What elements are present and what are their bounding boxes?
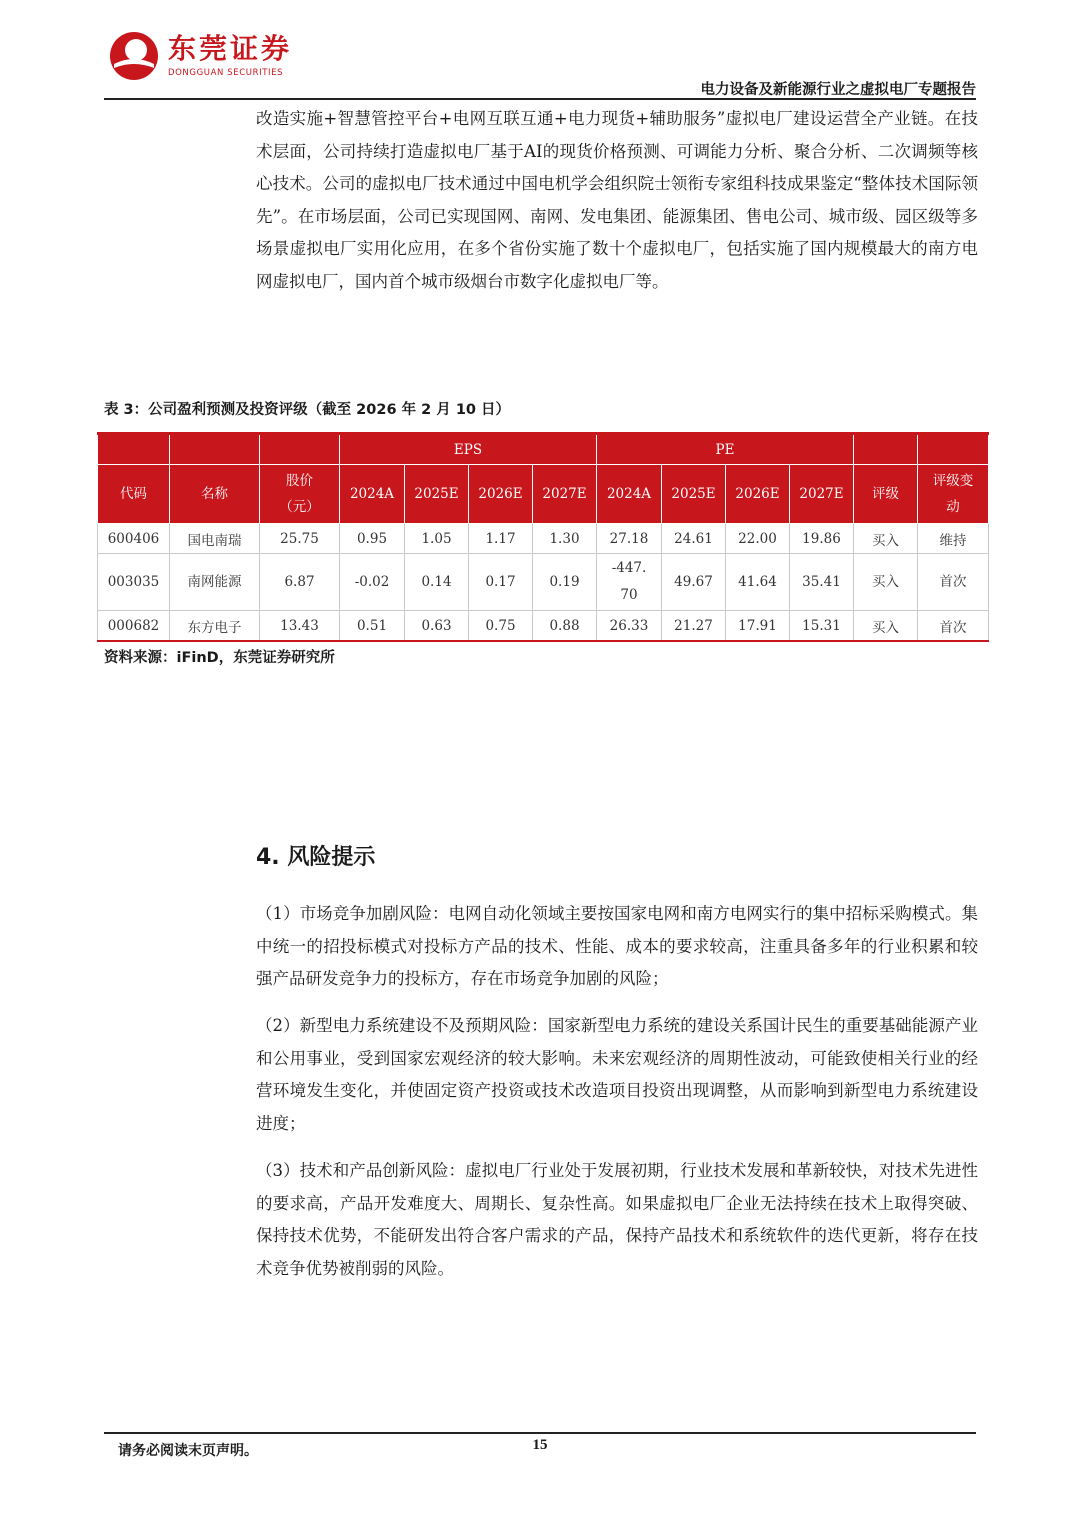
cell-eps: 0.88 — [533, 611, 597, 642]
earnings-forecast-table — [97, 432, 989, 642]
col-header-pe-year: 2024A — [597, 465, 662, 524]
footer-disclaimer: 请务必阅读末页声明。 — [118, 1443, 258, 1459]
risk-paragraph: （2）新型电力系统建设不及预期风险：国家新型电力系统的建设关系国计民生的重要基础能源产业和公用事业，受到国家宏观经济的较大影响。未来宏观经济的周期性波动，可能致使相关行业的经营环境发生变化，并使固定资产投资或技术改造项目投资出现调整，从而影响到新型电力系统建设进度； — [256, 1016, 978, 1133]
cell-name: 东方电子 — [170, 611, 260, 642]
col-header-pe-year: 2026E — [726, 465, 790, 524]
header-empty-cell — [854, 434, 918, 465]
header-divider — [104, 98, 976, 100]
cell-code: 600406 — [98, 524, 170, 554]
col-header-eps-year: 2024A — [340, 465, 405, 524]
intro-paragraph: 改造实施+智慧管控平台+电网互联互通+电力现货+辅助服务”虚拟电厂建设运营全产业链。在技术层面，公司持续打造虚拟电厂基于AI的现货价格预测、可调能力分析、聚合分析、二次调频等核心技术。公司的虚拟电厂技术通过中国电机学会组织院士领衔专家组科技成果鉴定“整体技术国际领先”。在市场层面，公司已实现国网、南网、发电集团、能源集团、售电公司、城市级、园区级等多场景虚拟电厂实用化应用，在多个省份实施了数十个虚拟电厂，包括实施了国内规模最大的南方电网虚拟电厂，国内首个城市级烟台市数字化虚拟电厂等。 — [256, 109, 978, 291]
cell-eps: 0.14 — [405, 554, 469, 611]
cell-pe: 49.67 — [662, 554, 726, 611]
header-empty-cell — [170, 434, 260, 465]
cell-price: 13.43 — [260, 611, 340, 642]
cell-pe: 41.64 — [726, 554, 790, 611]
cell-eps: 0.75 — [469, 611, 533, 642]
cell-pe: -447.70 — [597, 554, 662, 611]
risk-paragraph: （3）技术和产品创新风险：虚拟电厂行业处于发展初期，行业技术发展和革新较快，对技术先进性的要求高，产品开发难度大、周期长、复杂性高。如果虚拟电厂企业无法持续在技术上取得突破、保持技术优势，不能研发出符合客户需求的产品，保持产品技术和系统软件的迭代更新，将存在技术竞争优势被削弱的风险。 — [256, 1161, 978, 1278]
cell-pe: 17.91 — [726, 611, 790, 642]
report-title: 电力设备及新能源行业之虚拟电厂专题报告 — [700, 82, 976, 98]
cell-eps: 1.05 — [405, 524, 469, 554]
col-header-price: 股价（元） — [260, 465, 340, 524]
cell-rating-change: 维持 — [918, 524, 989, 554]
cell-eps: -0.02 — [340, 554, 405, 611]
cell-rating: 买入 — [854, 611, 918, 642]
cell-eps: 0.51 — [340, 611, 405, 642]
header-empty-cell — [98, 434, 170, 465]
company-logo — [108, 30, 292, 82]
cell-pe: 24.61 — [662, 524, 726, 554]
header-empty-cell — [260, 434, 340, 465]
cell-price: 25.75 — [260, 524, 340, 554]
table-row — [98, 524, 989, 554]
cell-pe: 27.18 — [597, 524, 662, 554]
cell-price: 6.87 — [260, 554, 340, 611]
logo-chinese-name: 东莞证券 — [168, 32, 293, 65]
risk-paragraph: （1）市场竞争加剧风险：电网自动化领域主要按国家电网和南方电网实行的集中招标采购模式。集中统一的招投标模式对投标方产品的技术、性能、成本的要求较高，注重具备多年的行业积累和较强产品研发竞争力的投标方，存在市场竞争加剧的风险； — [256, 904, 978, 988]
table-row — [98, 611, 989, 642]
cell-pe: 26.33 — [597, 611, 662, 642]
footer-divider — [104, 1432, 976, 1434]
dongguan-logo-icon — [108, 30, 160, 82]
table-caption: 表 3：公司盈利预测及投资评级（截至 2026 年 2 月 10 日） — [104, 402, 511, 418]
table-source-note: 资料来源：iFinD，东莞证券研究所 — [104, 650, 335, 666]
cell-rating: 买入 — [854, 524, 918, 554]
cell-code: 003035 — [98, 554, 170, 611]
cell-eps: 0.63 — [405, 611, 469, 642]
col-header-code: 代码 — [98, 465, 170, 524]
cell-pe: 21.27 — [662, 611, 726, 642]
cell-code: 000682 — [98, 611, 170, 642]
col-header-rating: 评级 — [854, 465, 918, 524]
section-heading-risk: 4. 风险提示 — [256, 845, 376, 870]
cell-eps: 0.95 — [340, 524, 405, 554]
cell-pe: 19.86 — [790, 524, 854, 554]
pe-group-header: PE — [597, 434, 854, 465]
col-header-pe-year: 2027E — [790, 465, 854, 524]
cell-pe: 22.00 — [726, 524, 790, 554]
col-header-pe-year: 2025E — [662, 465, 726, 524]
cell-rating-change: 首次 — [918, 611, 989, 642]
page-number: 15 — [532, 1437, 548, 1453]
col-header-rating-change: 评级变动 — [918, 465, 989, 524]
cell-eps: 0.19 — [533, 554, 597, 611]
col-header-eps-year: 2027E — [533, 465, 597, 524]
cell-name: 南网能源 — [170, 554, 260, 611]
table-row — [98, 554, 989, 611]
cell-eps: 1.17 — [469, 524, 533, 554]
logo-english-name: DONGGUAN SECURITIES — [168, 68, 284, 78]
col-header-eps-year: 2026E — [469, 465, 533, 524]
cell-rating: 买入 — [854, 554, 918, 611]
cell-rating-change: 首次 — [918, 554, 989, 611]
cell-pe: 15.31 — [790, 611, 854, 642]
cell-eps: 1.30 — [533, 524, 597, 554]
col-header-name: 名称 — [170, 465, 260, 524]
eps-group-header: EPS — [340, 434, 597, 465]
header-empty-cell — [918, 434, 989, 465]
cell-pe: 35.41 — [790, 554, 854, 611]
cell-name: 国电南瑞 — [170, 524, 260, 554]
col-header-eps-year: 2025E — [405, 465, 469, 524]
cell-eps: 0.17 — [469, 554, 533, 611]
